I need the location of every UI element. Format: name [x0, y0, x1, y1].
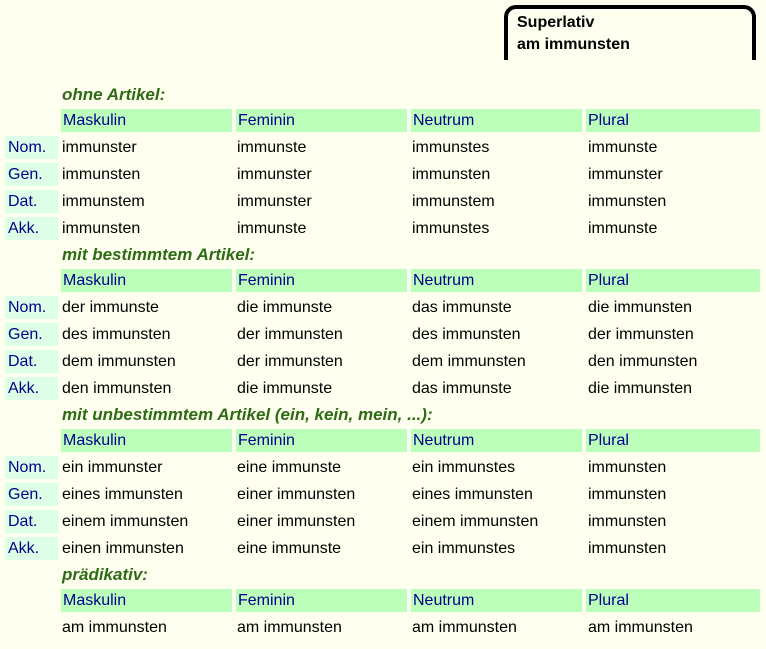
- cell: die immunsten: [588, 299, 693, 316]
- cell: immunsten: [62, 166, 141, 183]
- cell: die immunsten: [588, 380, 693, 397]
- header-feminin: Feminin: [236, 429, 407, 452]
- cell: einen immunsten: [62, 540, 184, 557]
- cell: die immunste: [237, 380, 333, 397]
- cell: das immunste: [412, 299, 512, 316]
- cell: das immunste: [412, 380, 512, 397]
- case-dat: Dat.: [5, 510, 58, 533]
- cell: eine immunste: [237, 540, 342, 557]
- cell: ein immunster: [62, 459, 163, 476]
- case-akk: Akk.: [5, 217, 58, 240]
- cell: dem immunsten: [62, 353, 176, 370]
- cell: der immunsten: [588, 326, 694, 343]
- header-feminin: Feminin: [236, 589, 407, 612]
- cell: immunster: [237, 193, 312, 210]
- case-gen: Gen.: [5, 163, 58, 186]
- cell: immunsten: [588, 513, 667, 530]
- cell: immunsten: [412, 166, 491, 183]
- header-plural: Plural: [586, 269, 760, 292]
- section-title-praedikativ: prädikativ:: [62, 565, 148, 584]
- cell: immunsten: [62, 220, 141, 237]
- cell: immunstes: [412, 139, 490, 156]
- cell: am immunsten: [62, 619, 167, 636]
- case-gen: Gen.: [5, 323, 58, 346]
- cell: am immunsten: [237, 619, 342, 636]
- case-gen: Gen.: [5, 483, 58, 506]
- header-neutrum: Neutrum: [411, 589, 582, 612]
- cell: einem immunsten: [412, 513, 539, 530]
- cell: eines immunsten: [62, 486, 183, 503]
- cell: immunstem: [412, 193, 495, 210]
- cell: einem immunsten: [62, 513, 189, 530]
- cell: immunster: [237, 166, 312, 183]
- case-nom: Nom.: [5, 136, 58, 159]
- cell: immunste: [588, 220, 658, 237]
- section-title-ohne-artikel: ohne Artikel:: [62, 85, 166, 104]
- cell: der immunsten: [237, 353, 343, 370]
- cell: den immunsten: [62, 380, 172, 397]
- cell: die immunste: [237, 299, 333, 316]
- header-neutrum: Neutrum: [411, 109, 582, 132]
- cell: ein immunstes: [412, 540, 516, 557]
- tab-form: am immunsten: [517, 36, 630, 53]
- header-feminin: Feminin: [236, 269, 407, 292]
- cell: der immunsten: [237, 326, 343, 343]
- cell: immunsten: [588, 486, 667, 503]
- cell: am immunsten: [588, 619, 693, 636]
- header-maskulin: Maskulin: [61, 109, 232, 132]
- tab-title: Superlativ: [517, 14, 595, 31]
- cell: eine immunste: [237, 459, 342, 476]
- cell: immunstem: [62, 193, 145, 210]
- cell: den immunsten: [588, 353, 698, 370]
- cell: eines immunsten: [412, 486, 533, 503]
- header-maskulin: Maskulin: [61, 429, 232, 452]
- header-plural: Plural: [586, 429, 760, 452]
- superlative-tab[interactable]: [504, 5, 756, 60]
- cell: einer immunsten: [237, 486, 356, 503]
- header-plural: Plural: [586, 109, 760, 132]
- cell: des immunsten: [62, 326, 171, 343]
- cell: ein immunstes: [412, 459, 516, 476]
- case-dat: Dat.: [5, 190, 58, 213]
- section-title-unbestimmter-artikel: mit unbestimmtem Artikel (ein, kein, mein, ...):: [62, 405, 433, 424]
- header-maskulin: Maskulin: [61, 269, 232, 292]
- section-title-bestimmter-artikel: mit bestimmtem Artikel:: [62, 245, 256, 264]
- cell: der immunste: [62, 299, 159, 316]
- header-feminin: Feminin: [236, 109, 407, 132]
- case-nom: Nom.: [5, 296, 58, 319]
- case-akk: Akk.: [5, 377, 58, 400]
- case-nom: Nom.: [5, 456, 58, 479]
- header-neutrum: Neutrum: [411, 269, 582, 292]
- case-dat: Dat.: [5, 350, 58, 373]
- cell: immunsten: [588, 193, 667, 210]
- header-neutrum: Neutrum: [411, 429, 582, 452]
- header-maskulin: Maskulin: [61, 589, 232, 612]
- cell: dem immunsten: [412, 353, 526, 370]
- cell: immunsten: [588, 459, 667, 476]
- cell: einer immunsten: [237, 513, 356, 530]
- cell: immunster: [62, 139, 137, 156]
- cell: immunste: [588, 139, 658, 156]
- cell: immunstes: [412, 220, 490, 237]
- cell: des immunsten: [412, 326, 521, 343]
- header-plural: Plural: [586, 589, 760, 612]
- cell: immunste: [237, 139, 307, 156]
- cell: immunsten: [588, 540, 667, 557]
- cell: immunster: [588, 166, 663, 183]
- cell: immunste: [237, 220, 307, 237]
- cell: am immunsten: [412, 619, 517, 636]
- case-akk: Akk.: [5, 537, 58, 560]
